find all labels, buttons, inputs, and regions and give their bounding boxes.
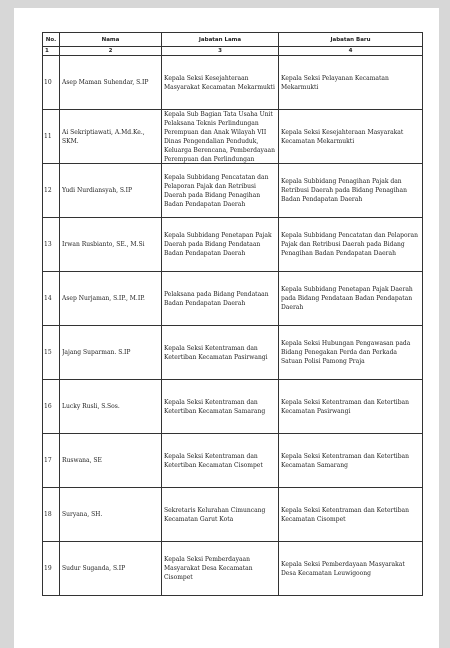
row-previous-position — [162, 326, 279, 380]
row-name-text: Asep Maman Suhendar, S.IP — [62, 79, 149, 86]
row-name — [60, 434, 162, 488]
row-new-position — [279, 542, 423, 596]
row-new-position — [279, 380, 423, 434]
row-previous-position-text: Kepala Seksi Ketentraman dan Ketertiban Kecamatan Samarang — [164, 398, 266, 415]
row-new-position — [279, 326, 423, 380]
row-previous-position-text: Kepala Seksi Pemberdayaan Masyarakat Desa Kecamatan Cisompet — [164, 556, 253, 581]
column-number: 3 — [162, 47, 279, 56]
row-name-text: Sudur Suganda, S.IP — [62, 565, 126, 572]
column-number: 4 — [279, 47, 423, 56]
header-jabatan-lama: Jabatan Lama — [162, 33, 279, 47]
row-new-position-text: Kepala Subbidang Penetapan Pajak Daerah pada Bidang Pendataan Badan Pendapatan Daerah — [281, 286, 413, 311]
row-previous-position-text: Kepala Subbidang Pencatatan dan Pelaporan Pajak dan Retribusi Daerah pada Bidang Penagihan Badan Pendapatan Daerah — [164, 173, 269, 208]
row-new-position — [279, 110, 423, 164]
row-previous-position — [162, 380, 279, 434]
row-number — [43, 434, 60, 488]
row-number-text: 16 — [44, 403, 52, 410]
row-name-text: Suryana, SH. — [62, 511, 103, 518]
row-number — [43, 218, 60, 272]
row-previous-position-text: Kepala Subbidang Penetapan Pajak Daerah pada Bidang Pendataan Badan Pendapatan Daerah — [164, 232, 272, 257]
row-name-text: Lucky Rusli, S.Sos. — [62, 403, 120, 410]
row-new-position-text: Kepala Seksi Ketentraman dan Ketertiban Kecamatan Pasirwangi — [281, 398, 409, 415]
row-number — [43, 56, 60, 110]
row-previous-position — [162, 542, 279, 596]
table-row — [43, 56, 423, 110]
row-previous-position-text: Kepala Seksi Ketentraman dan Ketertiban Kecamatan Cisompet — [164, 452, 263, 469]
table-row — [43, 326, 423, 380]
row-name — [60, 272, 162, 326]
row-name-text: Ai Sekriptiawati, A.Md.Ke., SKM. — [62, 128, 145, 145]
column-number-row — [43, 47, 423, 56]
table-header — [43, 33, 423, 47]
row-number-text: 15 — [44, 349, 52, 356]
row-name-text: Yudi Nurdiansyah, S.IP — [62, 187, 133, 194]
table-row — [43, 488, 423, 542]
row-name — [60, 542, 162, 596]
row-previous-position — [162, 164, 279, 218]
row-new-position-text: Kepala Subbidang Pencatatan dan Pelaporan Pajak dan Retribusi Daerah pada Bidang Penagihan Badan Pendapatan Daerah — [281, 232, 418, 257]
row-previous-position-text: Kepala Seksi Ketentraman dan Ketertiban Kecamatan Pasirwangi — [164, 344, 268, 361]
row-new-position — [279, 272, 423, 326]
row-number — [43, 488, 60, 542]
table-row — [43, 272, 423, 326]
document-page — [14, 8, 439, 648]
header-jabatan-baru: Jabatan Baru — [279, 33, 423, 47]
row-name — [60, 380, 162, 434]
row-new-position — [279, 488, 423, 542]
row-number — [43, 272, 60, 326]
table-row — [43, 542, 423, 596]
row-name — [60, 110, 162, 164]
row-new-position — [279, 164, 423, 218]
row-new-position-text: Kepala Seksi Pelayanan Kecamatan Mekarmukti — [281, 74, 389, 91]
table-row — [43, 218, 423, 272]
table-row — [43, 164, 423, 218]
row-new-position — [279, 434, 423, 488]
row-number — [43, 164, 60, 218]
row-name-text: Jajang Suparman. S.IP — [62, 349, 131, 356]
row-number-text: 19 — [44, 565, 52, 572]
row-name — [60, 164, 162, 218]
row-new-position — [279, 56, 423, 110]
row-previous-position — [162, 56, 279, 110]
personnel-table — [42, 32, 423, 596]
row-number — [43, 110, 60, 164]
row-new-position-text: Kepala Seksi Ketentraman dan Ketertiban Kecamatan Cisompet — [281, 506, 409, 523]
row-number-text: 14 — [44, 295, 52, 302]
row-number-text: 18 — [44, 511, 52, 518]
row-name-text: Ruswana, SE — [62, 457, 102, 464]
row-previous-position — [162, 488, 279, 542]
table-row — [43, 110, 423, 164]
header-no: No. — [43, 33, 60, 47]
row-new-position-text: Kepala Seksi Pemberdayaan Masyarakat Desa Kecamatan Leuwigoong — [281, 560, 405, 577]
row-new-position-text: Kepala Seksi Ketentraman dan Ketertiban Kecamatan Samarang — [281, 452, 409, 469]
row-new-position-text: Kepala Seksi Kesejahteraan Masyarakat Kecamatan Mekarmukti — [281, 128, 404, 145]
row-name-text: Asep Nurjaman, S.IP., M.IP. — [62, 295, 145, 302]
row-number — [43, 326, 60, 380]
row-name — [60, 488, 162, 542]
row-previous-position — [162, 110, 279, 164]
row-number-text: 11 — [44, 133, 52, 140]
row-number-text: 17 — [44, 457, 52, 464]
row-previous-position — [162, 434, 279, 488]
row-previous-position-text: Kepala Sub Bagian Tata Usaha Unit Pelaksana Teknis Perlindungan Perempuan dan Anak Wilayah VII Dinas Pengendalian Penduduk, Keluarga Berencana, Pemberdayaan Perempuan dan Perlindungan — [164, 111, 275, 163]
header-nama: Nama — [60, 33, 162, 47]
row-number-text: 10 — [44, 79, 52, 86]
row-previous-position — [162, 272, 279, 326]
row-previous-position-text: Pelaksana pada Bidang Pendataan Badan Pendapatan Daerah — [164, 290, 269, 307]
row-number-text: 12 — [44, 187, 52, 194]
row-number — [43, 542, 60, 596]
row-name — [60, 218, 162, 272]
row-number-text: 13 — [44, 241, 52, 248]
row-name — [60, 56, 162, 110]
row-new-position — [279, 218, 423, 272]
table-row — [43, 434, 423, 488]
row-previous-position-text: Sekretaris Kelurahan Cimuncang Kecamatan Garut Kota — [164, 506, 266, 523]
table-row — [43, 380, 423, 434]
column-number: 2 — [60, 47, 162, 56]
row-previous-position-text: Kepala Seksi Kesejahteraan Masyarakat Kecamatan Mekarmukti — [164, 74, 275, 91]
column-number: 1 — [43, 47, 60, 56]
row-new-position-text: Kepala Seksi Hubungan Pengawasan pada Bidang Penegakan Perda dan Perkada Satuan Polisi Pamong Praja — [281, 340, 411, 365]
row-previous-position — [162, 218, 279, 272]
row-name — [60, 326, 162, 380]
row-new-position-text: Kepala Subbidang Penagihan Pajak dan Retribusi Daerah pada Bidang Penagihan Badan Pendapatan Daerah — [281, 178, 407, 203]
row-number — [43, 380, 60, 434]
row-name-text: Irwan Rusbianto, SE., M.Si — [62, 241, 145, 248]
